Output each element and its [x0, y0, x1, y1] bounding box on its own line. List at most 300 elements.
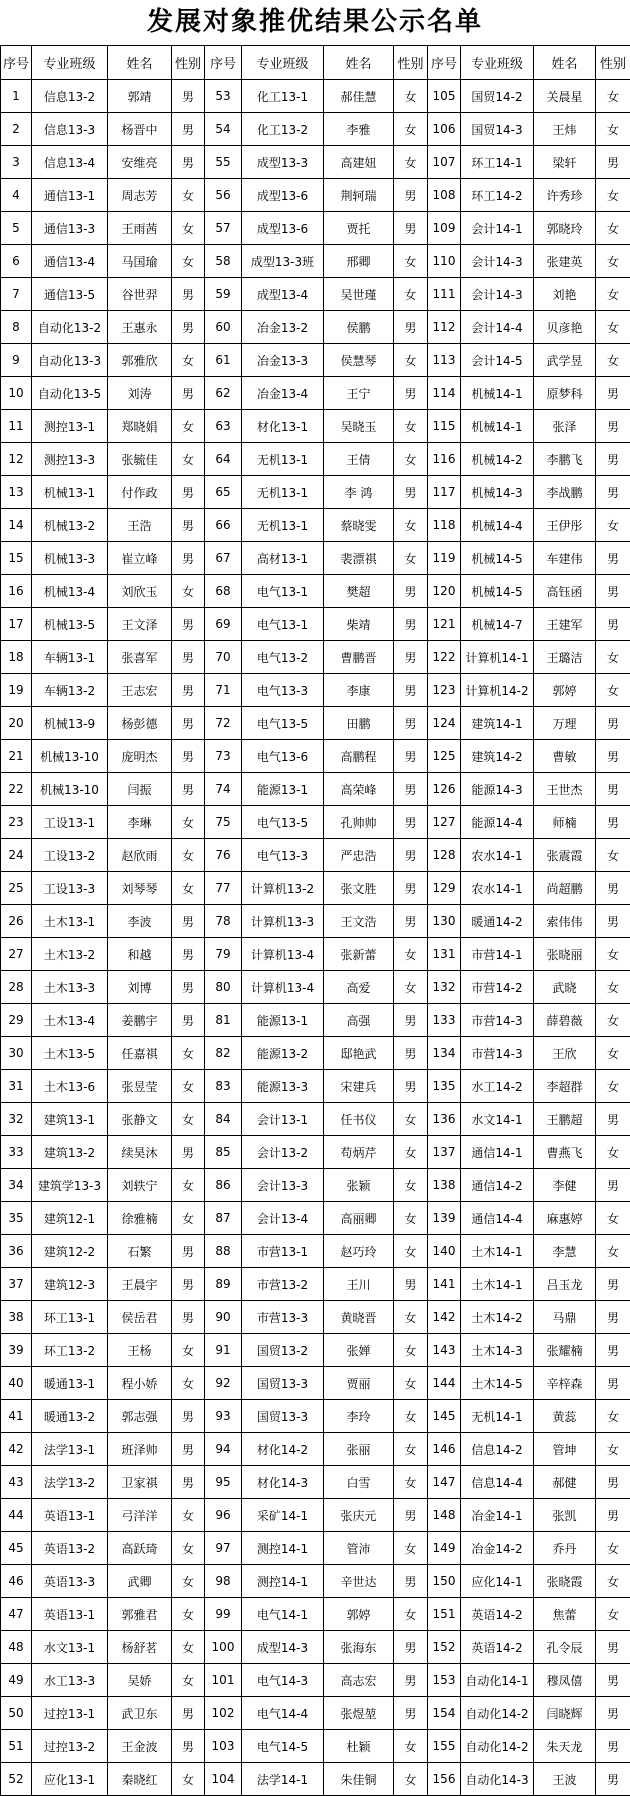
cell-class: 电气13-6 — [242, 740, 324, 773]
cell-class: 通信14-2 — [461, 1169, 534, 1202]
cell-gender: 男 — [596, 905, 630, 938]
cell-class: 机械13-10 — [32, 740, 108, 773]
cell-class: 成型13-4 — [242, 278, 324, 311]
cell-class: 过控13-1 — [32, 1697, 108, 1730]
cell-gender: 男 — [394, 740, 428, 773]
table-row — [1, 1334, 630, 1367]
cell-gender: 女 — [596, 179, 630, 212]
cell-gender: 男 — [172, 1433, 205, 1466]
cell-seq: 15 — [1, 542, 32, 575]
cell-gender: 女 — [394, 1730, 428, 1763]
cell-class: 通信13-5 — [32, 278, 108, 311]
cell-seq: 22 — [1, 773, 32, 806]
cell-name: 曹敏 — [534, 740, 596, 773]
cell-class: 机械14-5 — [461, 575, 534, 608]
cell-class: 冶金14-1 — [461, 1499, 534, 1532]
cell-gender: 女 — [596, 641, 630, 674]
cell-class: 电气13-3 — [242, 674, 324, 707]
cell-name: 郝佳慧 — [324, 80, 394, 113]
cell-seq: 73 — [205, 740, 242, 773]
cell-name: 郭婷 — [324, 1598, 394, 1631]
cell-gender: 男 — [394, 1631, 428, 1664]
cell-gender: 男 — [394, 641, 428, 674]
cell-name: 苟炳芹 — [324, 1136, 394, 1169]
cell-seq: 156 — [428, 1763, 461, 1796]
cell-name: 柴靖 — [324, 608, 394, 641]
cell-gender: 女 — [172, 1565, 205, 1598]
cell-seq: 112 — [428, 311, 461, 344]
table-row — [1, 311, 630, 344]
cell-gender: 男 — [394, 872, 428, 905]
table-row — [1, 1664, 630, 1697]
table-row — [1, 1532, 630, 1565]
cell-name: 吴晓玉 — [324, 410, 394, 443]
cell-seq: 47 — [1, 1598, 32, 1631]
cell-class: 英语14-2 — [461, 1631, 534, 1664]
cell-gender: 女 — [596, 971, 630, 1004]
header-class-1: 专业班级 — [32, 46, 108, 80]
cell-class: 计算机13-3 — [242, 905, 324, 938]
table-row — [1, 1697, 630, 1730]
cell-class: 土木14-2 — [461, 1301, 534, 1334]
cell-seq: 33 — [1, 1136, 32, 1169]
cell-name: 朱天龙 — [534, 1730, 596, 1763]
cell-class: 市营13-2 — [242, 1268, 324, 1301]
cell-class: 计算机13-2 — [242, 872, 324, 905]
cell-seq: 137 — [428, 1136, 461, 1169]
cell-gender: 男 — [596, 1763, 630, 1796]
cell-class: 土木14-3 — [461, 1334, 534, 1367]
cell-name: 李健 — [534, 1169, 596, 1202]
cell-name: 张颖 — [324, 1169, 394, 1202]
cell-gender: 男 — [596, 806, 630, 839]
cell-class: 电气13-5 — [242, 707, 324, 740]
cell-name: 张海东 — [324, 1631, 394, 1664]
cell-name: 王文泽 — [108, 608, 172, 641]
cell-gender: 男 — [394, 674, 428, 707]
table-row — [1, 1004, 630, 1037]
table-row — [1, 740, 630, 773]
cell-name: 李康 — [324, 674, 394, 707]
cell-gender: 男 — [172, 773, 205, 806]
cell-name: 严忠浩 — [324, 839, 394, 872]
cell-seq: 107 — [428, 146, 461, 179]
cell-seq: 102 — [205, 1697, 242, 1730]
cell-seq: 30 — [1, 1037, 32, 1070]
cell-seq: 71 — [205, 674, 242, 707]
cell-class: 土木13-4 — [32, 1004, 108, 1037]
cell-name: 班泽帅 — [108, 1433, 172, 1466]
cell-name: 尚超鹏 — [534, 872, 596, 905]
cell-class: 计算机14-2 — [461, 674, 534, 707]
table-row — [1, 1037, 630, 1070]
cell-gender: 女 — [394, 1763, 428, 1796]
cell-gender: 男 — [596, 1664, 630, 1697]
cell-class: 能源13-1 — [242, 1004, 324, 1037]
cell-class: 测控13-3 — [32, 443, 108, 476]
cell-name: 武卫东 — [108, 1697, 172, 1730]
header-name-2: 姓名 — [324, 46, 394, 80]
cell-seq: 43 — [1, 1466, 32, 1499]
cell-gender: 男 — [394, 1499, 428, 1532]
cell-seq: 151 — [428, 1598, 461, 1631]
cell-gender: 女 — [596, 1202, 630, 1235]
cell-name: 乔丹 — [534, 1532, 596, 1565]
cell-seq: 132 — [428, 971, 461, 1004]
cell-name: 贝彦艳 — [534, 311, 596, 344]
cell-seq: 38 — [1, 1301, 32, 1334]
table-row — [1, 575, 630, 608]
cell-seq: 141 — [428, 1268, 461, 1301]
cell-class: 市营13-1 — [242, 1235, 324, 1268]
cell-name: 杨彭德 — [108, 707, 172, 740]
cell-class: 电气14-3 — [242, 1664, 324, 1697]
cell-seq: 35 — [1, 1202, 32, 1235]
cell-name: 张耀楠 — [534, 1334, 596, 1367]
cell-class: 机械13-3 — [32, 542, 108, 575]
cell-name: 闫振 — [108, 773, 172, 806]
cell-class: 工设13-3 — [32, 872, 108, 905]
cell-gender: 男 — [394, 773, 428, 806]
cell-seq: 51 — [1, 1730, 32, 1763]
cell-class: 无机13-1 — [242, 509, 324, 542]
cell-seq: 147 — [428, 1466, 461, 1499]
cell-gender: 男 — [394, 1004, 428, 1037]
cell-seq: 20 — [1, 707, 32, 740]
cell-gender: 女 — [596, 1136, 630, 1169]
cell-name: 李波 — [108, 905, 172, 938]
cell-gender: 男 — [596, 1268, 630, 1301]
cell-name: 杨舒茗 — [108, 1631, 172, 1664]
cell-name: 黄蕊 — [534, 1400, 596, 1433]
cell-gender: 女 — [596, 1433, 630, 1466]
cell-seq: 82 — [205, 1037, 242, 1070]
cell-seq: 148 — [428, 1499, 461, 1532]
cell-name: 王炜 — [534, 113, 596, 146]
cell-name: 李慧 — [534, 1235, 596, 1268]
cell-gender: 女 — [596, 1598, 630, 1631]
cell-seq: 28 — [1, 971, 32, 1004]
cell-gender: 男 — [172, 1136, 205, 1169]
cell-seq: 105 — [428, 80, 461, 113]
cell-seq: 70 — [205, 641, 242, 674]
cell-class: 冶金13-2 — [242, 311, 324, 344]
cell-class: 土木14-1 — [461, 1235, 534, 1268]
cell-name: 吴娇 — [108, 1664, 172, 1697]
cell-class: 材化13-1 — [242, 410, 324, 443]
cell-gender: 男 — [596, 1334, 630, 1367]
cell-gender: 男 — [596, 872, 630, 905]
cell-seq: 78 — [205, 905, 242, 938]
cell-seq: 146 — [428, 1433, 461, 1466]
table-row — [1, 509, 630, 542]
cell-class: 自动化14-2 — [461, 1697, 534, 1730]
header-name-3: 姓名 — [534, 46, 596, 80]
table-row — [1, 1730, 630, 1763]
cell-seq: 149 — [428, 1532, 461, 1565]
cell-class: 材化14-2 — [242, 1433, 324, 1466]
cell-seq: 61 — [205, 344, 242, 377]
cell-class: 冶金13-3 — [242, 344, 324, 377]
cell-gender: 男 — [172, 1730, 205, 1763]
cell-name: 张静文 — [108, 1103, 172, 1136]
cell-gender: 男 — [596, 1367, 630, 1400]
cell-name: 程小娇 — [108, 1367, 172, 1400]
cell-name: 宋建兵 — [324, 1070, 394, 1103]
cell-gender: 男 — [394, 575, 428, 608]
cell-name: 弓洋洋 — [108, 1499, 172, 1532]
cell-seq: 114 — [428, 377, 461, 410]
cell-seq: 93 — [205, 1400, 242, 1433]
cell-class: 暖通13-2 — [32, 1400, 108, 1433]
cell-class: 水文14-1 — [461, 1103, 534, 1136]
cell-class: 计算机14-1 — [461, 641, 534, 674]
cell-seq: 2 — [1, 113, 32, 146]
cell-gender: 女 — [172, 839, 205, 872]
cell-seq: 81 — [205, 1004, 242, 1037]
cell-name: 原梦科 — [534, 377, 596, 410]
cell-name: 高强 — [324, 1004, 394, 1037]
cell-name: 赵欣雨 — [108, 839, 172, 872]
cell-seq: 90 — [205, 1301, 242, 1334]
cell-gender: 男 — [172, 1004, 205, 1037]
cell-name: 高钰函 — [534, 575, 596, 608]
cell-seq: 54 — [205, 113, 242, 146]
cell-gender: 女 — [394, 1598, 428, 1631]
cell-seq: 134 — [428, 1037, 461, 1070]
cell-seq: 10 — [1, 377, 32, 410]
header-seq-2: 序号 — [205, 46, 242, 80]
cell-gender: 男 — [394, 1070, 428, 1103]
cell-name: 李 鸿 — [324, 476, 394, 509]
cell-name: 刘琴琴 — [108, 872, 172, 905]
cell-seq: 7 — [1, 278, 32, 311]
cell-gender: 女 — [394, 1400, 428, 1433]
cell-name: 侯鹏 — [324, 311, 394, 344]
cell-seq: 86 — [205, 1169, 242, 1202]
table-row — [1, 245, 630, 278]
cell-seq: 142 — [428, 1301, 461, 1334]
cell-name: 侯岳君 — [108, 1301, 172, 1334]
cell-seq: 152 — [428, 1631, 461, 1664]
cell-name: 王建军 — [534, 608, 596, 641]
cell-name: 马鼎 — [534, 1301, 596, 1334]
cell-name: 郭志强 — [108, 1400, 172, 1433]
cell-class: 成型14-3 — [242, 1631, 324, 1664]
cell-gender: 女 — [596, 1235, 630, 1268]
cell-name: 张喜军 — [108, 641, 172, 674]
cell-gender: 女 — [172, 410, 205, 443]
table-row — [1, 1466, 630, 1499]
cell-gender: 女 — [172, 212, 205, 245]
cell-seq: 64 — [205, 443, 242, 476]
cell-gender: 男 — [172, 542, 205, 575]
cell-name: 贾丽 — [324, 1367, 394, 1400]
cell-class: 机械14-3 — [461, 476, 534, 509]
cell-seq: 85 — [205, 1136, 242, 1169]
cell-class: 通信14-1 — [461, 1136, 534, 1169]
cell-seq: 48 — [1, 1631, 32, 1664]
cell-name: 吕玉龙 — [534, 1268, 596, 1301]
cell-name: 徐雅楠 — [108, 1202, 172, 1235]
cell-class: 应化13-1 — [32, 1763, 108, 1796]
cell-seq: 120 — [428, 575, 461, 608]
cell-class: 机械13-1 — [32, 476, 108, 509]
cell-gender: 女 — [394, 1334, 428, 1367]
cell-gender: 女 — [172, 1499, 205, 1532]
cell-gender: 女 — [394, 1466, 428, 1499]
cell-class: 采矿14-1 — [242, 1499, 324, 1532]
cell-class: 机械13-9 — [32, 707, 108, 740]
table-row — [1, 146, 630, 179]
cell-seq: 50 — [1, 1697, 32, 1730]
cell-name: 王伊彤 — [534, 509, 596, 542]
cell-class: 应化14-1 — [461, 1565, 534, 1598]
cell-class: 材化14-3 — [242, 1466, 324, 1499]
table-row — [1, 542, 630, 575]
cell-gender: 女 — [394, 80, 428, 113]
cell-name: 王晨宇 — [108, 1268, 172, 1301]
cell-seq: 125 — [428, 740, 461, 773]
cell-name: 和越 — [108, 938, 172, 971]
cell-class: 车辆13-2 — [32, 674, 108, 707]
cell-seq: 67 — [205, 542, 242, 575]
cell-seq: 96 — [205, 1499, 242, 1532]
cell-class: 通信13-1 — [32, 179, 108, 212]
cell-name: 荆轲瑞 — [324, 179, 394, 212]
cell-name: 高鹏程 — [324, 740, 394, 773]
cell-class: 建筑14-1 — [461, 707, 534, 740]
cell-seq: 89 — [205, 1268, 242, 1301]
cell-gender: 男 — [596, 1301, 630, 1334]
cell-seq: 44 — [1, 1499, 32, 1532]
cell-gender: 女 — [394, 1136, 428, 1169]
cell-gender: 男 — [172, 113, 205, 146]
cell-name: 万理 — [534, 707, 596, 740]
cell-class: 自动化13-3 — [32, 344, 108, 377]
cell-gender: 女 — [172, 1334, 205, 1367]
cell-name: 蔡晓雯 — [324, 509, 394, 542]
cell-class: 能源13-3 — [242, 1070, 324, 1103]
cell-seq: 115 — [428, 410, 461, 443]
cell-name: 邢卿 — [324, 245, 394, 278]
cell-name: 张震霞 — [534, 839, 596, 872]
cell-name: 张新蕾 — [324, 938, 394, 971]
header-name-1: 姓名 — [108, 46, 172, 80]
cell-class: 电气14-5 — [242, 1730, 324, 1763]
cell-class: 国贸13-3 — [242, 1367, 324, 1400]
cell-gender: 男 — [172, 1301, 205, 1334]
cell-gender: 男 — [596, 1169, 630, 1202]
cell-seq: 140 — [428, 1235, 461, 1268]
cell-seq: 79 — [205, 938, 242, 971]
cell-class: 通信14-4 — [461, 1202, 534, 1235]
cell-name: 白雪 — [324, 1466, 394, 1499]
cell-gender: 女 — [596, 1565, 630, 1598]
cell-seq: 16 — [1, 575, 32, 608]
cell-gender: 女 — [394, 344, 428, 377]
table-row — [1, 1763, 630, 1796]
table-row — [1, 641, 630, 674]
cell-class: 信息14-2 — [461, 1433, 534, 1466]
cell-gender: 女 — [394, 509, 428, 542]
cell-class: 信息14-4 — [461, 1466, 534, 1499]
cell-seq: 150 — [428, 1565, 461, 1598]
cell-seq: 135 — [428, 1070, 461, 1103]
cell-class: 国贸13-2 — [242, 1334, 324, 1367]
cell-class: 通信13-4 — [32, 245, 108, 278]
cell-class: 国贸14-2 — [461, 80, 534, 113]
cell-seq: 6 — [1, 245, 32, 278]
cell-class: 电气13-3 — [242, 839, 324, 872]
cell-gender: 女 — [172, 245, 205, 278]
cell-class: 土木13-3 — [32, 971, 108, 1004]
cell-class: 英语14-2 — [461, 1598, 534, 1631]
cell-name: 王欣 — [534, 1037, 596, 1070]
cell-class: 建筑学13-3 — [32, 1169, 108, 1202]
cell-seq: 116 — [428, 443, 461, 476]
table-row — [1, 1169, 630, 1202]
cell-class: 电气13-2 — [242, 641, 324, 674]
cell-gender: 男 — [596, 1697, 630, 1730]
cell-name: 郑晓娟 — [108, 410, 172, 443]
table-row — [1, 938, 630, 971]
cell-gender: 男 — [596, 773, 630, 806]
cell-class: 成型13-6 — [242, 212, 324, 245]
cell-name: 师楠 — [534, 806, 596, 839]
cell-class: 土木13-5 — [32, 1037, 108, 1070]
cell-name: 刘博 — [108, 971, 172, 1004]
cell-seq: 34 — [1, 1169, 32, 1202]
cell-seq: 26 — [1, 905, 32, 938]
cell-class: 无机14-1 — [461, 1400, 534, 1433]
table-row — [1, 1301, 630, 1334]
cell-name: 曹鹏晋 — [324, 641, 394, 674]
cell-class: 土木14-5 — [461, 1367, 534, 1400]
cell-class: 英语13-1 — [32, 1598, 108, 1631]
cell-class: 土木13-2 — [32, 938, 108, 971]
table-row — [1, 608, 630, 641]
cell-gender: 男 — [172, 971, 205, 1004]
cell-seq: 32 — [1, 1103, 32, 1136]
cell-gender: 男 — [172, 476, 205, 509]
cell-class: 化工13-1 — [242, 80, 324, 113]
cell-class: 自动化13-2 — [32, 311, 108, 344]
cell-class: 国贸14-3 — [461, 113, 534, 146]
cell-gender: 女 — [596, 1037, 630, 1070]
cell-gender: 女 — [172, 1169, 205, 1202]
cell-gender: 男 — [394, 1268, 428, 1301]
cell-gender: 男 — [172, 146, 205, 179]
cell-seq: 84 — [205, 1103, 242, 1136]
cell-gender: 男 — [172, 1400, 205, 1433]
cell-seq: 11 — [1, 410, 32, 443]
cell-seq: 40 — [1, 1367, 32, 1400]
table-row — [1, 113, 630, 146]
cell-seq: 77 — [205, 872, 242, 905]
cell-class: 暖通14-2 — [461, 905, 534, 938]
cell-seq: 143 — [428, 1334, 461, 1367]
cell-name: 张婵 — [324, 1334, 394, 1367]
cell-gender: 男 — [596, 1730, 630, 1763]
cell-class: 通信13-3 — [32, 212, 108, 245]
cell-gender: 男 — [172, 311, 205, 344]
table-row — [1, 1631, 630, 1664]
cell-seq: 129 — [428, 872, 461, 905]
cell-seq: 62 — [205, 377, 242, 410]
cell-class: 自动化14-3 — [461, 1763, 534, 1796]
cell-class: 电气13-1 — [242, 575, 324, 608]
